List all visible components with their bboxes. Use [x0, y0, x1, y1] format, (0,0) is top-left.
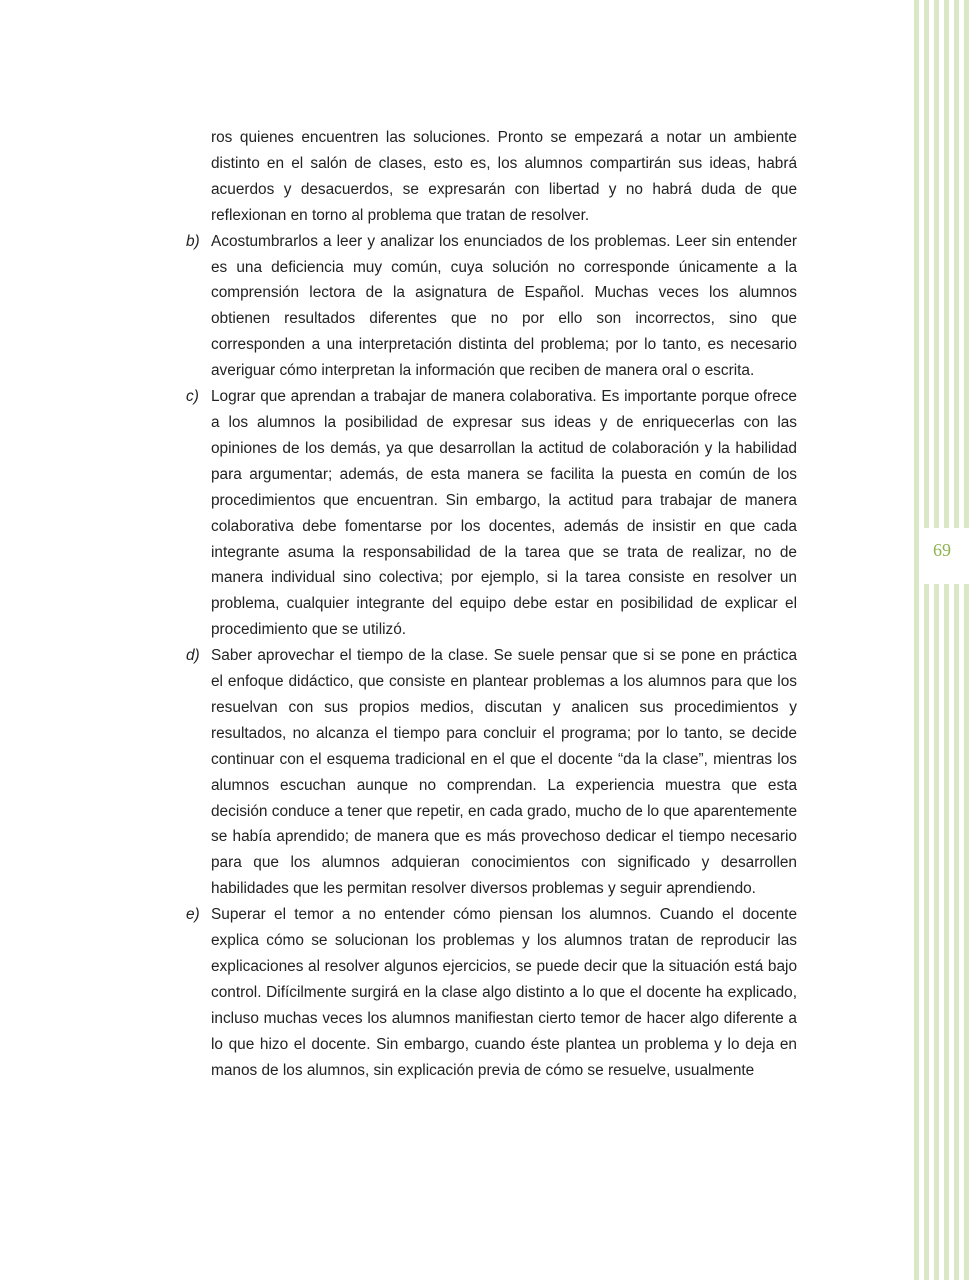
list-item-b — [186, 229, 797, 384]
list-marker: e) — [186, 906, 200, 924]
margin-stripe — [924, 0, 929, 1280]
list-item-d — [186, 643, 797, 902]
list-marker: c) — [186, 388, 199, 406]
margin-stripe — [964, 0, 969, 1280]
list-marker: b) — [186, 232, 200, 250]
paragraph-text: Superar el temor a no entender cómo piensan los alumnos. Cuando el docente explica cómo se solucionan los problemas y los alumnos tratan de reproducir las explicaciones al resolver algunos ejercicios, se puede decir que la situación está bajo control. Difícilmente surgirá en la clase algo distinto a lo que el docente ha explicado, incluso muchas veces los alumnos manifiestan cierto temor de hacer algo diferente a lo que hizo el docente. Sin embargo, cuando éste plantea un problema y lo deja en manos de los alumnos, sin explicación previa de cómo se resuelve, usualmente — [211, 906, 797, 1079]
paragraph-text: Acostumbrarlos a leer y analizar los enunciados de los problemas. Leer sin entender es una deficiencia muy común, cuya solución no corresponde únicamente a la comprensión lectora de la asignatura de Español. Muchas veces los alumnos obtienen resultados diferentes que no por ello son incorrectos, sino que corresponden a una interpretación distinta del problema; por lo tanto, es necesario averiguar cómo interpretan la información que reciben de manera oral o escrita. — [211, 232, 797, 380]
page-number: 69 — [933, 540, 951, 560]
list-marker: d) — [186, 647, 200, 665]
paragraph-text: ros quienes encuentren las soluciones. Pronto se empezará a notar un ambiente distinto en el salón de clases, esto es, los alumnos compartirán sus ideas, habrá acuerdos y desacuerdos, se expresarán con libertad y no habrá duda de que reflexionan en torno al problema que tratan de resolver. — [211, 129, 797, 224]
margin-stripe — [914, 0, 919, 1280]
paragraph-text: Lograr que aprendan a trabajar de manera colaborativa. Es importante porque ofrece a los alumnos la posibilidad de expresar sus ideas y de enriquecerlas con las opiniones de los demás, ya que desarrollan la actitud de colaboración y la habilidad para argumentar; además, de esta manera se facilita la puesta en común de los procedimientos que encuentran. Sin embargo, la actitud para trabajar de manera colaborativa debe fomentarse por los docentes, además de insistir en que cada integrante asuma la responsabilidad de la tarea que se trata de realizar, no de manera individual sino colectiva; por ejemplo, si la tarea consiste en resolver un problema, cualquier integrante del equipo debe estar en posibilidad de explicar el procedimiento que se utilizó. — [211, 388, 797, 639]
paragraph-text: Saber aprovechar el tiempo de la clase. Se suele pensar que si se pone en práctica el enfoque didáctico, que consiste en plantear problemas a los alumnos para que los resuelvan con sus propios medios, discutan y analicen sus procedimientos y resultados, no alcanza el tiempo para concluir el programa; por lo tanto, se decide continuar con el esquema tradicional en el que el docente “da la clase”, mientras los alumnos escuchan aunque no comprendan. La experiencia muestra que esta decisión conduce a tener que repetir, en cada grado, mucho de lo que aparentemente se había aprendido; de manera que es más provechoso dedicar el tiempo necesario para que los alumnos adquieran conocimientos con significado y desarrollen habilidades que les permitan resolver diversos problemas y seguir aprendiendo. — [211, 647, 797, 898]
margin-stripe — [934, 0, 939, 1280]
margin-stripe — [954, 0, 959, 1280]
list-item-c — [186, 384, 797, 643]
paragraph-continuation — [186, 125, 797, 229]
list-item-e — [186, 902, 797, 1083]
body-text — [186, 125, 797, 1084]
margin-stripe — [944, 0, 949, 1280]
